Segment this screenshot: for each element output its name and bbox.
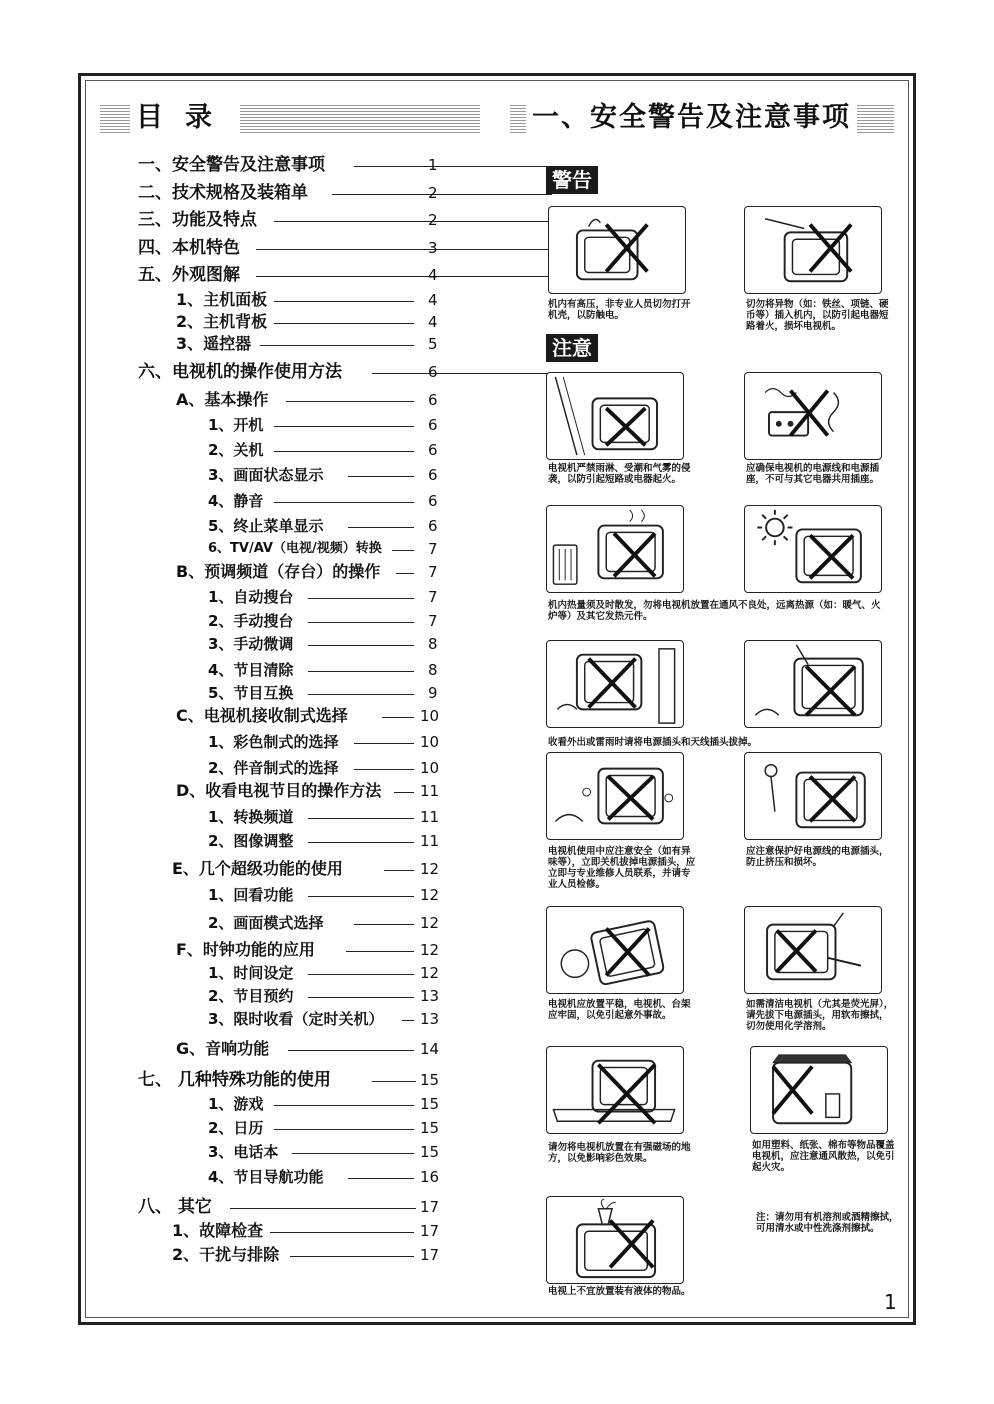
toc-entry: 3、遥控器 5 (176, 334, 438, 353)
tv-antenna-x-icon (745, 641, 881, 727)
tv-x-icon (547, 753, 683, 839)
plug-x-icon (745, 373, 881, 459)
warning-illustration (548, 206, 686, 294)
toc-entry: F、时钟功能的应用 12 (176, 940, 440, 959)
tv-heat-x-icon (547, 506, 683, 592)
toc-entry: G、音响功能 14 (176, 1039, 440, 1058)
toc-entry: 2、画面模式选择 12 (208, 914, 440, 932)
caution-illustration (744, 372, 882, 460)
tv-x-icon (549, 207, 685, 293)
caution-caption: 电视机应放置平稳，电视机、台架应牢固，以免引起意外事故。 (548, 999, 691, 1021)
toc-entry: 3、画面状态显示 6 (208, 466, 438, 484)
toc-entry: 八、 其它 17 (138, 1197, 440, 1217)
warning-caption: 机内有高压，非专业人员切勿打开机壳，以防触电。 (548, 299, 691, 321)
caution-illustration (546, 372, 684, 460)
toc-entry: 2、干扰与排除 17 (172, 1245, 440, 1264)
toc-entry: 4、静音 6 (208, 492, 438, 510)
toc-entry: 1、时间设定 12 (208, 964, 440, 982)
toc-entry: B、预调频道（存台）的操作 7 (176, 562, 438, 581)
caution-illustration (546, 640, 684, 728)
toc-entry: 六、电视机的操作使用方法 6 (138, 362, 344, 382)
note-caption: 注：请勿用有机溶剂或酒精擦拭，可用清水或中性洗涤剂擦拭。 (756, 1212, 899, 1234)
caution-illustration (546, 906, 684, 994)
caution-illustration (744, 752, 882, 840)
toc-entry: 2、手动搜台 7 (208, 612, 438, 630)
toc-entry: 2、图像调整 11 (208, 832, 440, 850)
page-number: 1 (884, 1290, 897, 1314)
toc-entry: 三、功能及特点 2 (138, 210, 259, 230)
toc-entry: 1、开机 6 (208, 416, 438, 434)
toc-entry: 5、终止菜单显示 6 (208, 517, 438, 535)
caution-caption: 应注意保护好电源线的电源插头，防止挤压和损坏。 (746, 846, 889, 868)
toc-entry: C、电视机接收制式选择 10 (176, 706, 440, 725)
caution-illustration (750, 1046, 888, 1134)
tv-tilt-x-icon (547, 907, 683, 993)
toc-entry: 4、节目导航功能 16 (208, 1168, 440, 1186)
caution-caption: 应确保电视机的电源线和电源插座，不可与其它电器共用插座。 (746, 463, 880, 485)
toc-entry: 1、游戏 15 (208, 1095, 440, 1113)
toc-entry: 四、本机特色 3 (138, 238, 242, 258)
warning-label: 警告 (546, 166, 598, 194)
caution-illustration (546, 1046, 684, 1134)
tv-x-icon (547, 373, 683, 459)
caution-illustration (744, 906, 882, 994)
caution-caption: 请勿将电视机放置在有强磁场的地方，以免影响彩色效果。 (548, 1142, 691, 1164)
toc-entry: 五、外观图解 4 (138, 265, 242, 285)
caution-caption: 机内热量须及时散发，勿将电视机放置在通风不良处，远离热源（如：暖气、火炉等）及其它发热元件。 (548, 600, 881, 622)
tv-magnet-x-icon (547, 1047, 683, 1133)
tv-vase-x-icon (547, 1197, 683, 1283)
warning-caption: 切勿将异物（如：铁丝、项链、硬币等）插入机内，以防引起电器短路着火，损坏电视机。 (746, 299, 889, 332)
toc-entry: 5、节目互换 9 (208, 684, 438, 702)
toc-entry: 一、安全警告及注意事项 1 (138, 155, 327, 175)
toc-entry: 七、 几种特殊功能的使用 15 (138, 1070, 440, 1090)
tv-cord-x-icon (745, 753, 881, 839)
toc-entry: 1、彩色制式的选择 10 (208, 733, 440, 751)
toc-entry: 1、主机面板 4 (176, 290, 438, 309)
toc-entry: D、收看电视节目的操作方法 11 (176, 781, 440, 800)
tv-x-icon (745, 207, 881, 293)
toc-entry: 4、节目清除 8 (208, 661, 438, 679)
toc-entry: 2、主机背板 4 (176, 312, 438, 331)
caution-illustration (546, 505, 684, 593)
toc-entry: 二、技术规格及装箱单 2 (138, 183, 310, 203)
caution-illustration (546, 752, 684, 840)
tv-sun-x-icon (745, 506, 881, 592)
toc-entry: 1、自动搜台 7 (208, 588, 438, 606)
caution-caption: 如需清洁电视机（尤其是荧光屏），请先拔下电源插头，用软布擦拭，切勿使用化学溶剂。 (746, 999, 894, 1032)
caution-label: 注意 (546, 334, 598, 362)
caution-caption: 电视机使用中应注意安全（如有异味等），立即关机拔掉电源插头，应立即与专业维修人员联系，并请专业人员检修。 (548, 846, 696, 890)
caution-illustration (744, 640, 882, 728)
toc-entry: 2、伴音制式的选择 10 (208, 759, 440, 777)
toc-entry: A、基本操作 6 (176, 390, 438, 409)
toc-entry: 2、节目预约 13 (208, 987, 440, 1005)
caution-caption: 电视机严禁雨淋、受潮和气雾的侵袭，以防引起短路或电器起火。 (548, 463, 691, 485)
toc-entry: 3、手动微调 8 (208, 635, 438, 653)
caution-caption: 如用塑料、纸张、棉布等物品覆盖电视机，应注意通风散热，以免引起火灾。 (752, 1140, 895, 1173)
toc-entry: 2、关机 6 (208, 441, 438, 459)
toc-entry: 1、回看功能 12 (208, 886, 440, 904)
caution-illustration (744, 505, 882, 593)
caution-illustration (546, 1196, 684, 1284)
toc-entry: E、几个超级功能的使用 12 (172, 859, 440, 878)
toc-heading: 目录 (130, 101, 240, 135)
tv-clean-x-icon (745, 907, 881, 993)
toc-entry: 3、电话本 15 (208, 1143, 440, 1161)
caution-caption: 电视上不宜放置装有液体的物品。 (548, 1286, 691, 1297)
toc-entry: 6、TV/AV（电视/视频）转换 7 (208, 540, 438, 558)
tv-cover-x-icon (751, 1047, 887, 1133)
warning-illustration (744, 206, 882, 294)
safety-heading: 一、安全警告及注意事项 (526, 101, 857, 135)
toc-entry: 2、日历 15 (208, 1119, 440, 1137)
toc-entry: 1、故障检查 17 (172, 1221, 440, 1240)
tv-lightning-x-icon (547, 641, 683, 727)
toc-entry: 1、转换频道 11 (208, 808, 440, 826)
caution-caption: 收看外出或雷雨时请将电源插头和天线插头拔掉。 (548, 737, 758, 748)
toc-entry: 3、限时收看（定时关机） 13 (208, 1010, 440, 1028)
